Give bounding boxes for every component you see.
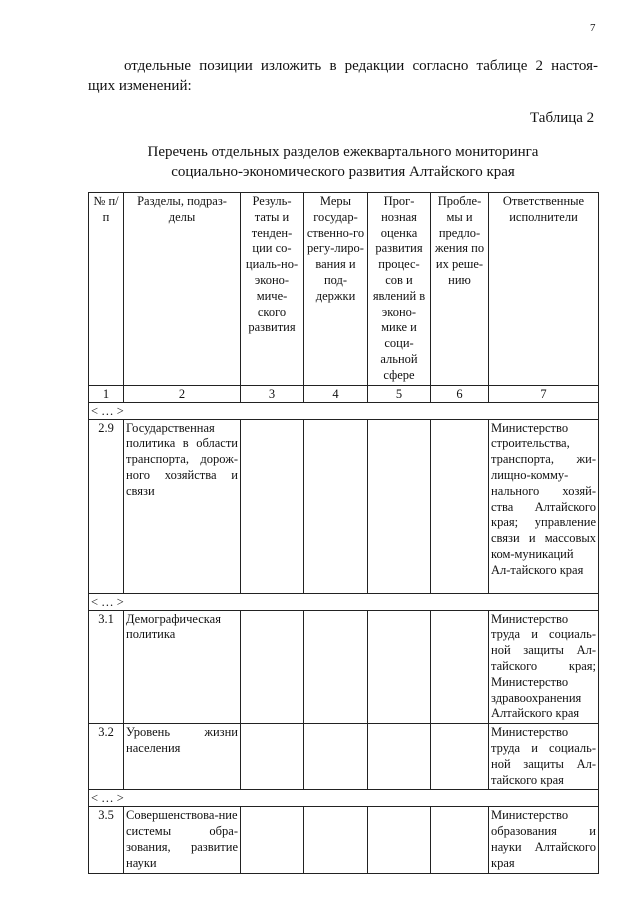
header-cell: № п/п	[89, 193, 124, 386]
empty-cell	[431, 610, 489, 724]
column-number: 7	[489, 385, 599, 402]
title-line-2: социально-экономического развития Алтайского края	[171, 164, 515, 180]
table-row	[89, 724, 599, 790]
empty-cell	[304, 724, 368, 790]
ellipsis-cell: < … >	[89, 402, 599, 419]
row-section: Уровень жизни населения	[124, 724, 241, 790]
row-number: 3.2	[89, 724, 124, 790]
row-section: Совершенствова-ние системы обра-зования, развитие науки	[124, 807, 241, 873]
column-numbers-row	[89, 385, 599, 402]
ellipsis-cell: < … >	[89, 790, 599, 807]
empty-cell	[368, 419, 431, 593]
monitoring-table	[88, 192, 599, 874]
header-cell: Прог-нозная оценка развития процес-сов и явлений в эконо-мике и соци-альной сфере	[368, 193, 431, 386]
header-row	[89, 193, 599, 386]
empty-cell	[241, 419, 304, 593]
column-number: 4	[304, 385, 368, 402]
ellipsis-row	[89, 593, 599, 610]
header-cell: Резуль-таты и тенден-ции со-циаль-но-эконо-миче-ского развития	[241, 193, 304, 386]
row-executors: Министерство образования и науки Алтайского края	[489, 807, 599, 873]
empty-cell	[368, 610, 431, 724]
empty-cell	[304, 419, 368, 593]
row-number: 3.5	[89, 807, 124, 873]
empty-cell	[368, 724, 431, 790]
table-row	[89, 419, 599, 593]
title-line-1: Перечень отдельных разделов ежеквартального мониторинга	[147, 144, 539, 160]
intro-line-2: щих изменений:	[88, 78, 192, 94]
intro-paragraph	[88, 56, 598, 96]
ellipsis-row	[89, 790, 599, 807]
empty-cell	[304, 610, 368, 724]
table-row	[89, 610, 599, 724]
ellipsis-cell: < … >	[89, 593, 599, 610]
row-number: 3.1	[89, 610, 124, 724]
empty-cell	[241, 807, 304, 873]
row-executors: Министерство строительства, транспорта, жи-лищно-комму-нального хозяй-ства Алтайского края; управление связи и массовых ком-муникаций Ал-тайского края	[489, 419, 599, 593]
row-section: Демографическая политика	[124, 610, 241, 724]
table-row	[89, 807, 599, 873]
header-cell: Меры государ-ственно-го регу-лиро-вания и под-держки	[304, 193, 368, 386]
empty-cell	[241, 724, 304, 790]
column-number: 1	[89, 385, 124, 402]
column-number: 6	[431, 385, 489, 402]
table-title	[88, 142, 598, 182]
row-number: 2.9	[89, 419, 124, 593]
table-label: Таблица 2	[530, 110, 595, 126]
row-executors: Министерство труда и социаль-ной защиты Ал-тайского края; Министерство здравоохранения Алтайского края	[489, 610, 599, 724]
header-cell: Пробле-мы и предло-жения по их реше-нию	[431, 193, 489, 386]
column-number: 3	[241, 385, 304, 402]
empty-cell	[304, 807, 368, 873]
empty-cell	[431, 419, 489, 593]
empty-cell	[241, 610, 304, 724]
header-cell: Ответственные исполнители	[489, 193, 599, 386]
ellipsis-row	[89, 402, 599, 419]
column-number: 5	[368, 385, 431, 402]
empty-cell	[368, 807, 431, 873]
intro-line-1: отдельные позиции изложить в редакции согласно таблице 2 настоя-	[124, 58, 598, 74]
page-number: 7	[590, 22, 596, 34]
header-cell: Разделы, подраз-делы	[124, 193, 241, 386]
empty-cell	[431, 724, 489, 790]
column-number: 2	[124, 385, 241, 402]
row-section: Государственная политика в области транспорта, дорож-ного хозяйства и связи	[124, 419, 241, 593]
row-executors: Министерство труда и социаль-ной защиты Ал-тайского края	[489, 724, 599, 790]
empty-cell	[431, 807, 489, 873]
